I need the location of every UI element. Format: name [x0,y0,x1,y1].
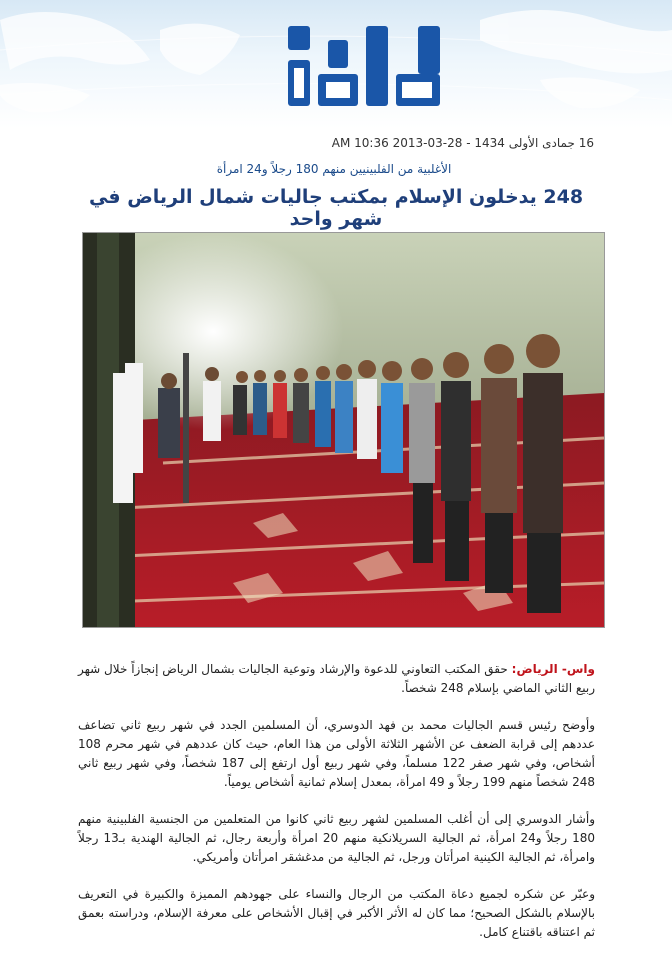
logo-icon [282,22,448,112]
paragraph-2: وأوضح رئيس قسم الجاليات محمد بن فهد الدوسري، أن المسلمين الجدد في شهر ربيع ثاني تضاعف عددهم إلى قرابة الضعف عن الأشهر الثلاثة الأولى من هذا العام، حيث كان عددهم في شهر محرم 108 أشخاص، وفي شهر صفر 122 مسلماً، وفي شهر ربيع أول ارتفع إلى 187 شخصاً، وفي شهر ربيع ثاني 248 شخصاً منهم 199 رجلاً و 49 امرأة، بمعدل إسلام ثمانية أشخاص يومياً. [78,718,595,789]
article-headline: 248 يدخلون الإسلام بمكتب جاليات شمال الرياض في شهر واحد [88,186,584,230]
site-logo[interactable] [282,22,448,112]
article-dateline: 16 جمادى الأولى 1434 - 28-03-2013 AM 10:36 [331,136,594,150]
paragraph-3: وأشار الدوسري إلى أن أغلب المسلمين لشهر ربيع ثاني كانوا من المتعلمين من الجنسية الفلبينية منهم 180 رجلاً و24 امرأة، ثم الجالية السريلانكية منهم 20 امرأة وأربعة رجال، ثم الجالية الهندية بـ13 رجلاً وامرأة، ثم الجالية الكينية امرأتان ورجل، ثم الجالية من مدغشقر امرأتان وأمريكي. [78,812,595,864]
paragraph-1 [78,660,595,698]
photo-image [83,233,604,627]
article-body [78,660,595,960]
paragraph-1-text: حقق المكتب التعاوني للدعوة والإرشاد وتوعية الجاليات بشمال الرياض إنجازاً خلال شهر ربيع الثاني الماضي بإسلام 248 شخصاً. [78,662,595,695]
header-banner [0,0,672,128]
article-photo [82,232,605,628]
article-subtitle: الأغلبية من الفلبينيين منهم 180 رجلاً و24 امرأة [216,162,452,176]
paragraph-4: وعبّر عن شكره لجميع دعاة المكتب من الرجال والنساء على جهودهم المميزة والكبيرة في التعريف بالإسلام بالشكل الصحيح؛ مما كان له الأثر الأكبر في إقبال الأشخاص على معرفة الإسلام، ودراسته بعمق ثم اعتناقه باقتناع كامل. [78,887,595,939]
agency-label: واس- الرياض: [511,662,596,676]
